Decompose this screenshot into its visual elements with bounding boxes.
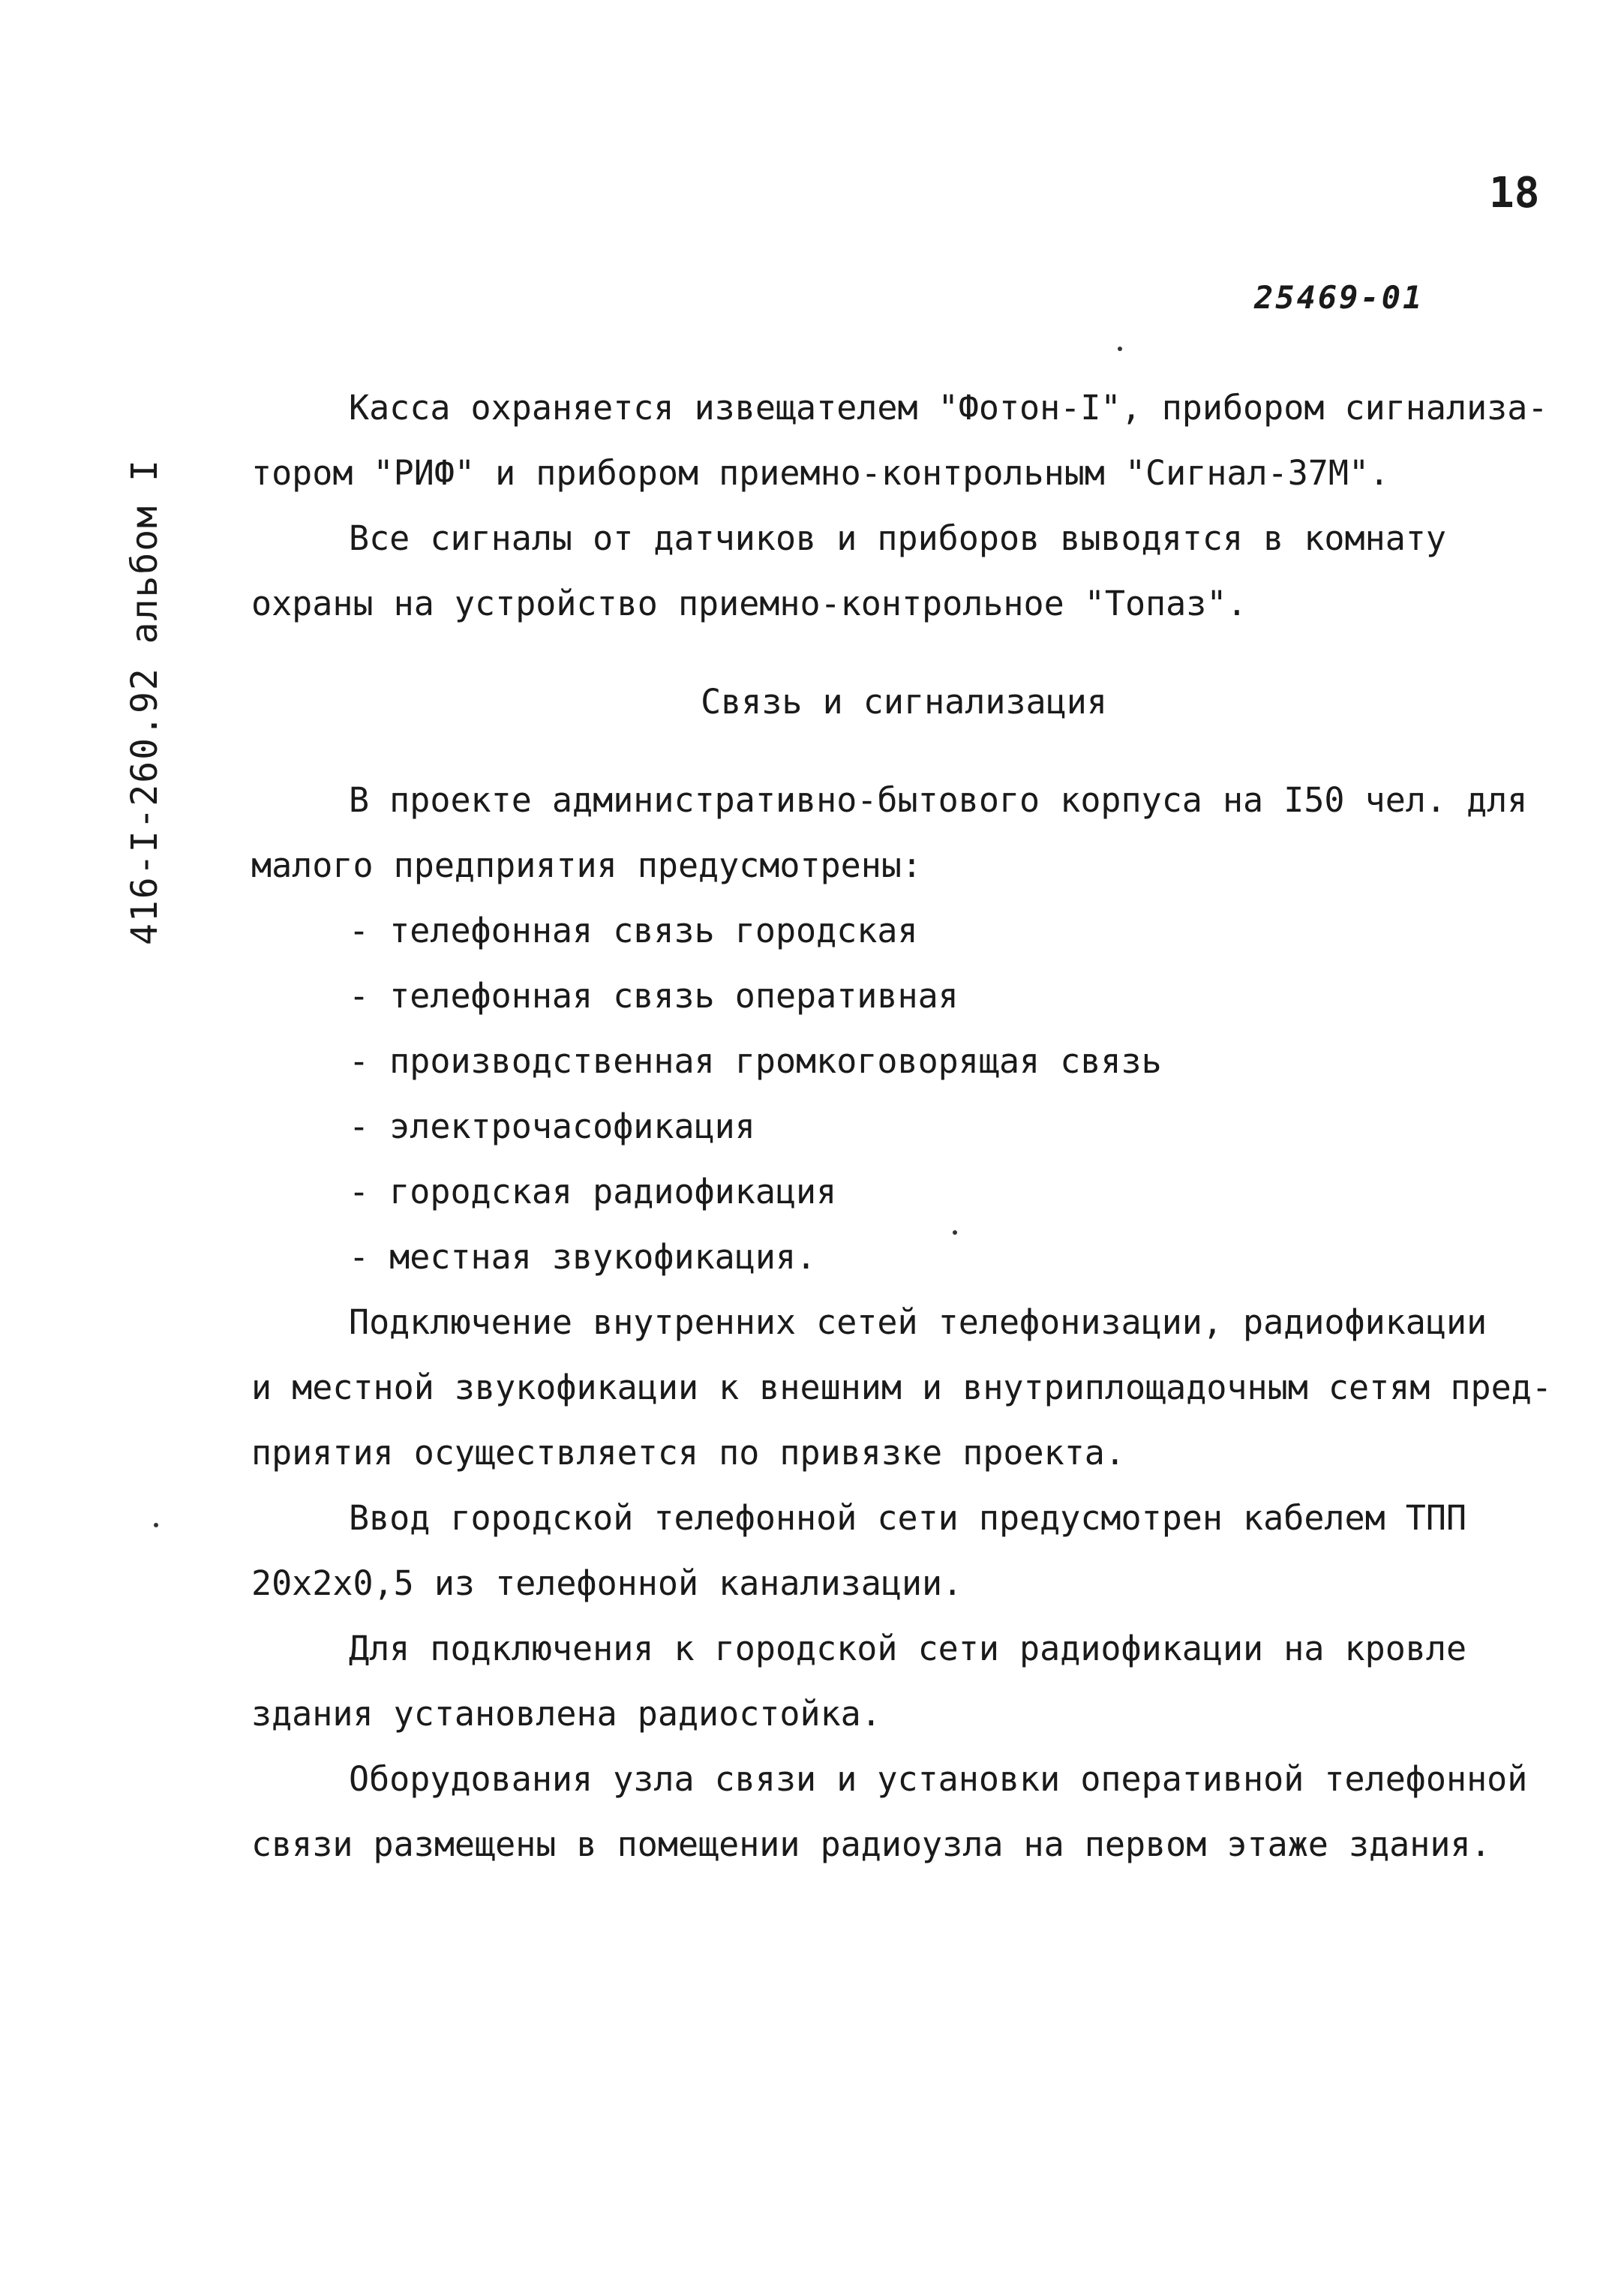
text-line: связи размещены в помещении радиоузла на первом этаже здания.	[251, 1824, 1491, 1864]
text-line: Для подключения к городской сети радиофикации на кровле	[349, 1629, 1467, 1668]
text-line: Оборудования узла связи и установки оперативной телефонной	[349, 1759, 1528, 1799]
text-line: приятия осуществляется по привязке проекта.	[251, 1433, 1125, 1473]
scan-speck	[1118, 347, 1122, 351]
document-body	[251, 375, 1556, 1877]
text-line: В проекте административно-бытового корпуса на I50 чел. для	[349, 780, 1528, 820]
text-line: Касса охраняется извещателем "Фотон-I", прибором сигнализа-	[349, 388, 1548, 428]
paragraph-radio-rack	[251, 1616, 1556, 1746]
scan-speck	[154, 1523, 158, 1527]
list-item: - электрочасофикация	[349, 1106, 755, 1146]
text-line: тором "РИФ" и прибором приемно-контрольным "Сигнал-37М".	[251, 453, 1390, 493]
text-line: Все сигналы от датчиков и приборов выводятся в комнату	[349, 518, 1446, 558]
text-line: 20х2х0,5 из телефонной канализации.	[251, 1563, 963, 1603]
document-code: 25469-01	[1254, 279, 1424, 316]
paragraph-connection	[251, 1290, 1556, 1485]
text-line: охраны на устройство приемно-контрольное "Топаз".	[251, 584, 1247, 623]
paragraph-signals	[251, 506, 1556, 636]
list-item: - телефонная связь оперативная	[349, 976, 959, 1016]
paragraph-project-intro	[251, 767, 1556, 898]
text-line: малого предприятия предусмотрены:	[251, 845, 923, 885]
text-line: Подключение внутренних сетей телефонизации, радиофикации	[349, 1302, 1487, 1342]
section-heading: Связь и сигнализация	[701, 682, 1107, 722]
services-list	[251, 898, 1556, 1290]
text-line: Ввод городской телефонной сети предусмотрен кабелем ТПП	[349, 1498, 1467, 1538]
text-line: и местной звукофикации к внешним и внутриплощадочным сетям пред-	[251, 1368, 1552, 1407]
paragraph-telephone-input	[251, 1485, 1556, 1616]
album-label: 416-I-260.92 альбом I	[124, 458, 166, 945]
list-item: - телефонная связь городская	[349, 911, 918, 950]
paragraph-equipment	[251, 1746, 1556, 1877]
list-item: - местная звукофикация.	[349, 1237, 817, 1277]
list-item: - городская радиофикация	[349, 1172, 837, 1212]
text-line: здания установлена радиостойка.	[251, 1694, 881, 1734]
list-item: - производственная громкоговорящая связь	[349, 1041, 1162, 1081]
paragraph-cash-protection	[251, 375, 1556, 506]
page-number: 18	[1489, 169, 1540, 218]
